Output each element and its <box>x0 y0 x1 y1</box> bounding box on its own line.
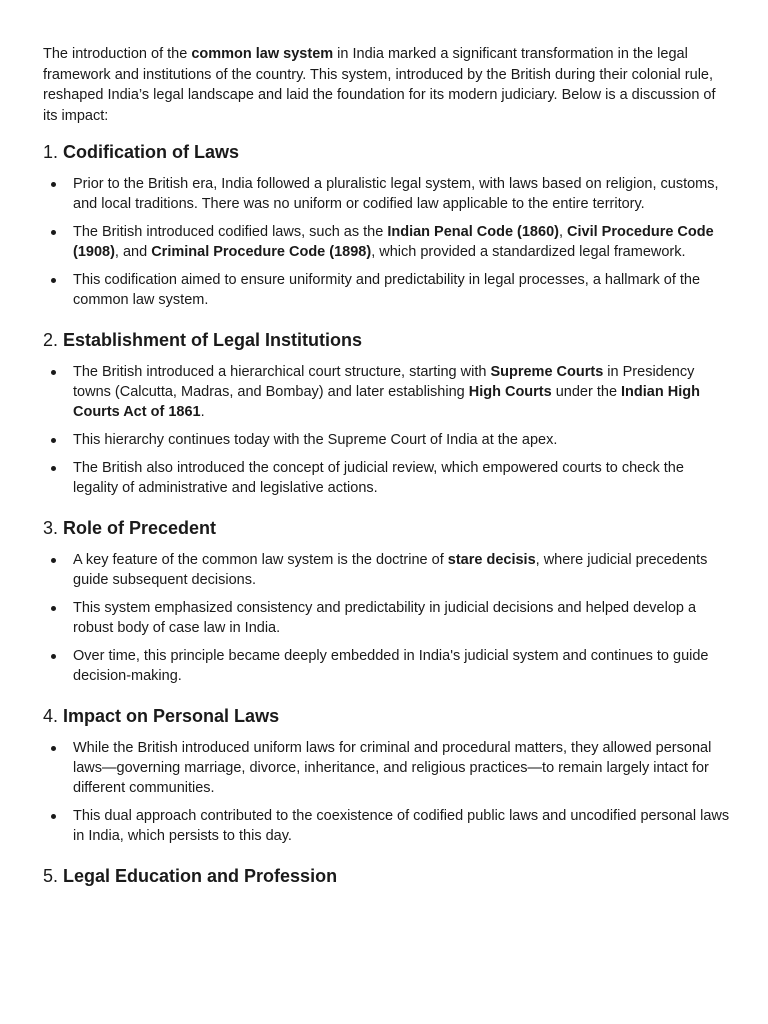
item-text: , which provided a standardized legal framework. <box>371 244 686 260</box>
bullet-icon <box>51 438 56 443</box>
section-title: Impact on Personal Laws <box>63 706 280 726</box>
item-text: , <box>558 224 568 240</box>
intro-paragraph <box>43 44 733 126</box>
list-item <box>43 458 733 498</box>
item-text: in Presidency towns (Calcutta, Madras, and Bombay) and later establishing <box>73 364 695 400</box>
list-item <box>43 646 733 686</box>
list-item <box>43 806 733 846</box>
section-heading <box>43 864 733 888</box>
bullet-icon <box>51 558 56 563</box>
item-bold: High Courts <box>468 384 552 400</box>
item-bold: stare decisis <box>447 552 536 568</box>
bullet-icon <box>51 654 56 659</box>
section-number: 5. <box>43 866 64 886</box>
intro-text: The introduction of the <box>43 46 192 62</box>
item-bold: Indian High Courts Act of 1861 <box>73 384 700 420</box>
item-text: While the British introduced uniform laws for criminal and procedural matters, they allowed personal laws—governing marriage, divorce, inheritance, and religious practices—to remain largely intact for different communities. <box>73 740 712 796</box>
item-bold: Supreme Courts <box>490 364 604 380</box>
list-item <box>43 598 733 638</box>
item-text: This dual approach contributed to the coexistence of codified public laws and uncodified personal laws in India, which persists to this day. <box>73 808 730 844</box>
bullet-icon <box>51 182 56 187</box>
list-item <box>43 222 733 262</box>
section-title: Role of Precedent <box>63 518 217 538</box>
item-bold: Indian Penal Code (1860) <box>387 224 559 240</box>
item-text: , where judicial precedents guide subsequent decisions. <box>73 552 708 588</box>
item-bold: Criminal Procedure Code (1898) <box>151 244 372 260</box>
intro-text: in India marked a significant transformation in the legal framework and institutions of the country. This system, introduced by the British during their colonial rule, reshaped India’s legal landscape and laid the foundation for its modern judiciary. Below is a discussion of its impact: <box>43 46 716 124</box>
section-title: Legal Education and Profession <box>63 866 338 886</box>
section-heading <box>43 140 733 164</box>
item-bold: Civil Procedure Code (1908) <box>73 224 714 260</box>
bullet-icon <box>51 230 56 235</box>
item-text: This system emphasized consistency and predictability in judicial decisions and helped develop a robust body of case law in India. <box>73 600 697 636</box>
list-item <box>43 174 733 214</box>
section-number: 4. <box>43 706 64 726</box>
section-number: 1. <box>43 142 64 162</box>
section-heading <box>43 516 733 540</box>
list-item <box>43 738 733 798</box>
item-text: This hierarchy continues today with the Supreme Court of India at the apex. <box>73 432 558 448</box>
section-number: 2. <box>43 330 64 350</box>
bullet-list <box>43 362 733 498</box>
document-page <box>43 44 733 898</box>
bullet-icon <box>51 606 56 611</box>
item-text: . <box>200 404 205 420</box>
bullet-icon <box>51 466 56 471</box>
list-item <box>43 550 733 590</box>
item-text: The British also introduced the concept of judicial review, which empowered courts to check the legality of administrative and legislative actions. <box>73 460 684 496</box>
bullet-list <box>43 738 733 846</box>
item-text: A key feature of the common law system is the doctrine of <box>73 552 448 568</box>
section-heading <box>43 704 733 728</box>
list-item <box>43 430 733 450</box>
intro-bold: common law system <box>191 46 334 62</box>
bullet-icon <box>51 370 56 375</box>
item-text: This codification aimed to ensure uniformity and predictability in legal processes, a hallmark of the common law system. <box>73 272 701 308</box>
section-number: 3. <box>43 518 64 538</box>
section-heading <box>43 328 733 352</box>
bullet-icon <box>51 814 56 819</box>
bullet-icon <box>51 278 56 283</box>
item-text: The British introduced codified laws, such as the <box>73 224 388 240</box>
item-text: , and <box>114 244 152 260</box>
item-text: Over time, this principle became deeply embedded in India's judicial system and continues to guide decision-making. <box>73 648 709 684</box>
section-title: Establishment of Legal Institutions <box>63 330 363 350</box>
list-item <box>43 362 733 422</box>
bullet-list <box>43 550 733 686</box>
bullet-list <box>43 174 733 310</box>
item-text: The British introduced a hierarchical court structure, starting with <box>73 364 491 380</box>
section-title: Codification of Laws <box>63 142 240 162</box>
item-text: under the <box>551 384 622 400</box>
bullet-icon <box>51 746 56 751</box>
list-item <box>43 270 733 310</box>
item-text: Prior to the British era, India followed a pluralistic legal system, with laws based on religion, customs, and local traditions. There was no uniform or codified law applicable to the entire territory. <box>73 176 719 212</box>
